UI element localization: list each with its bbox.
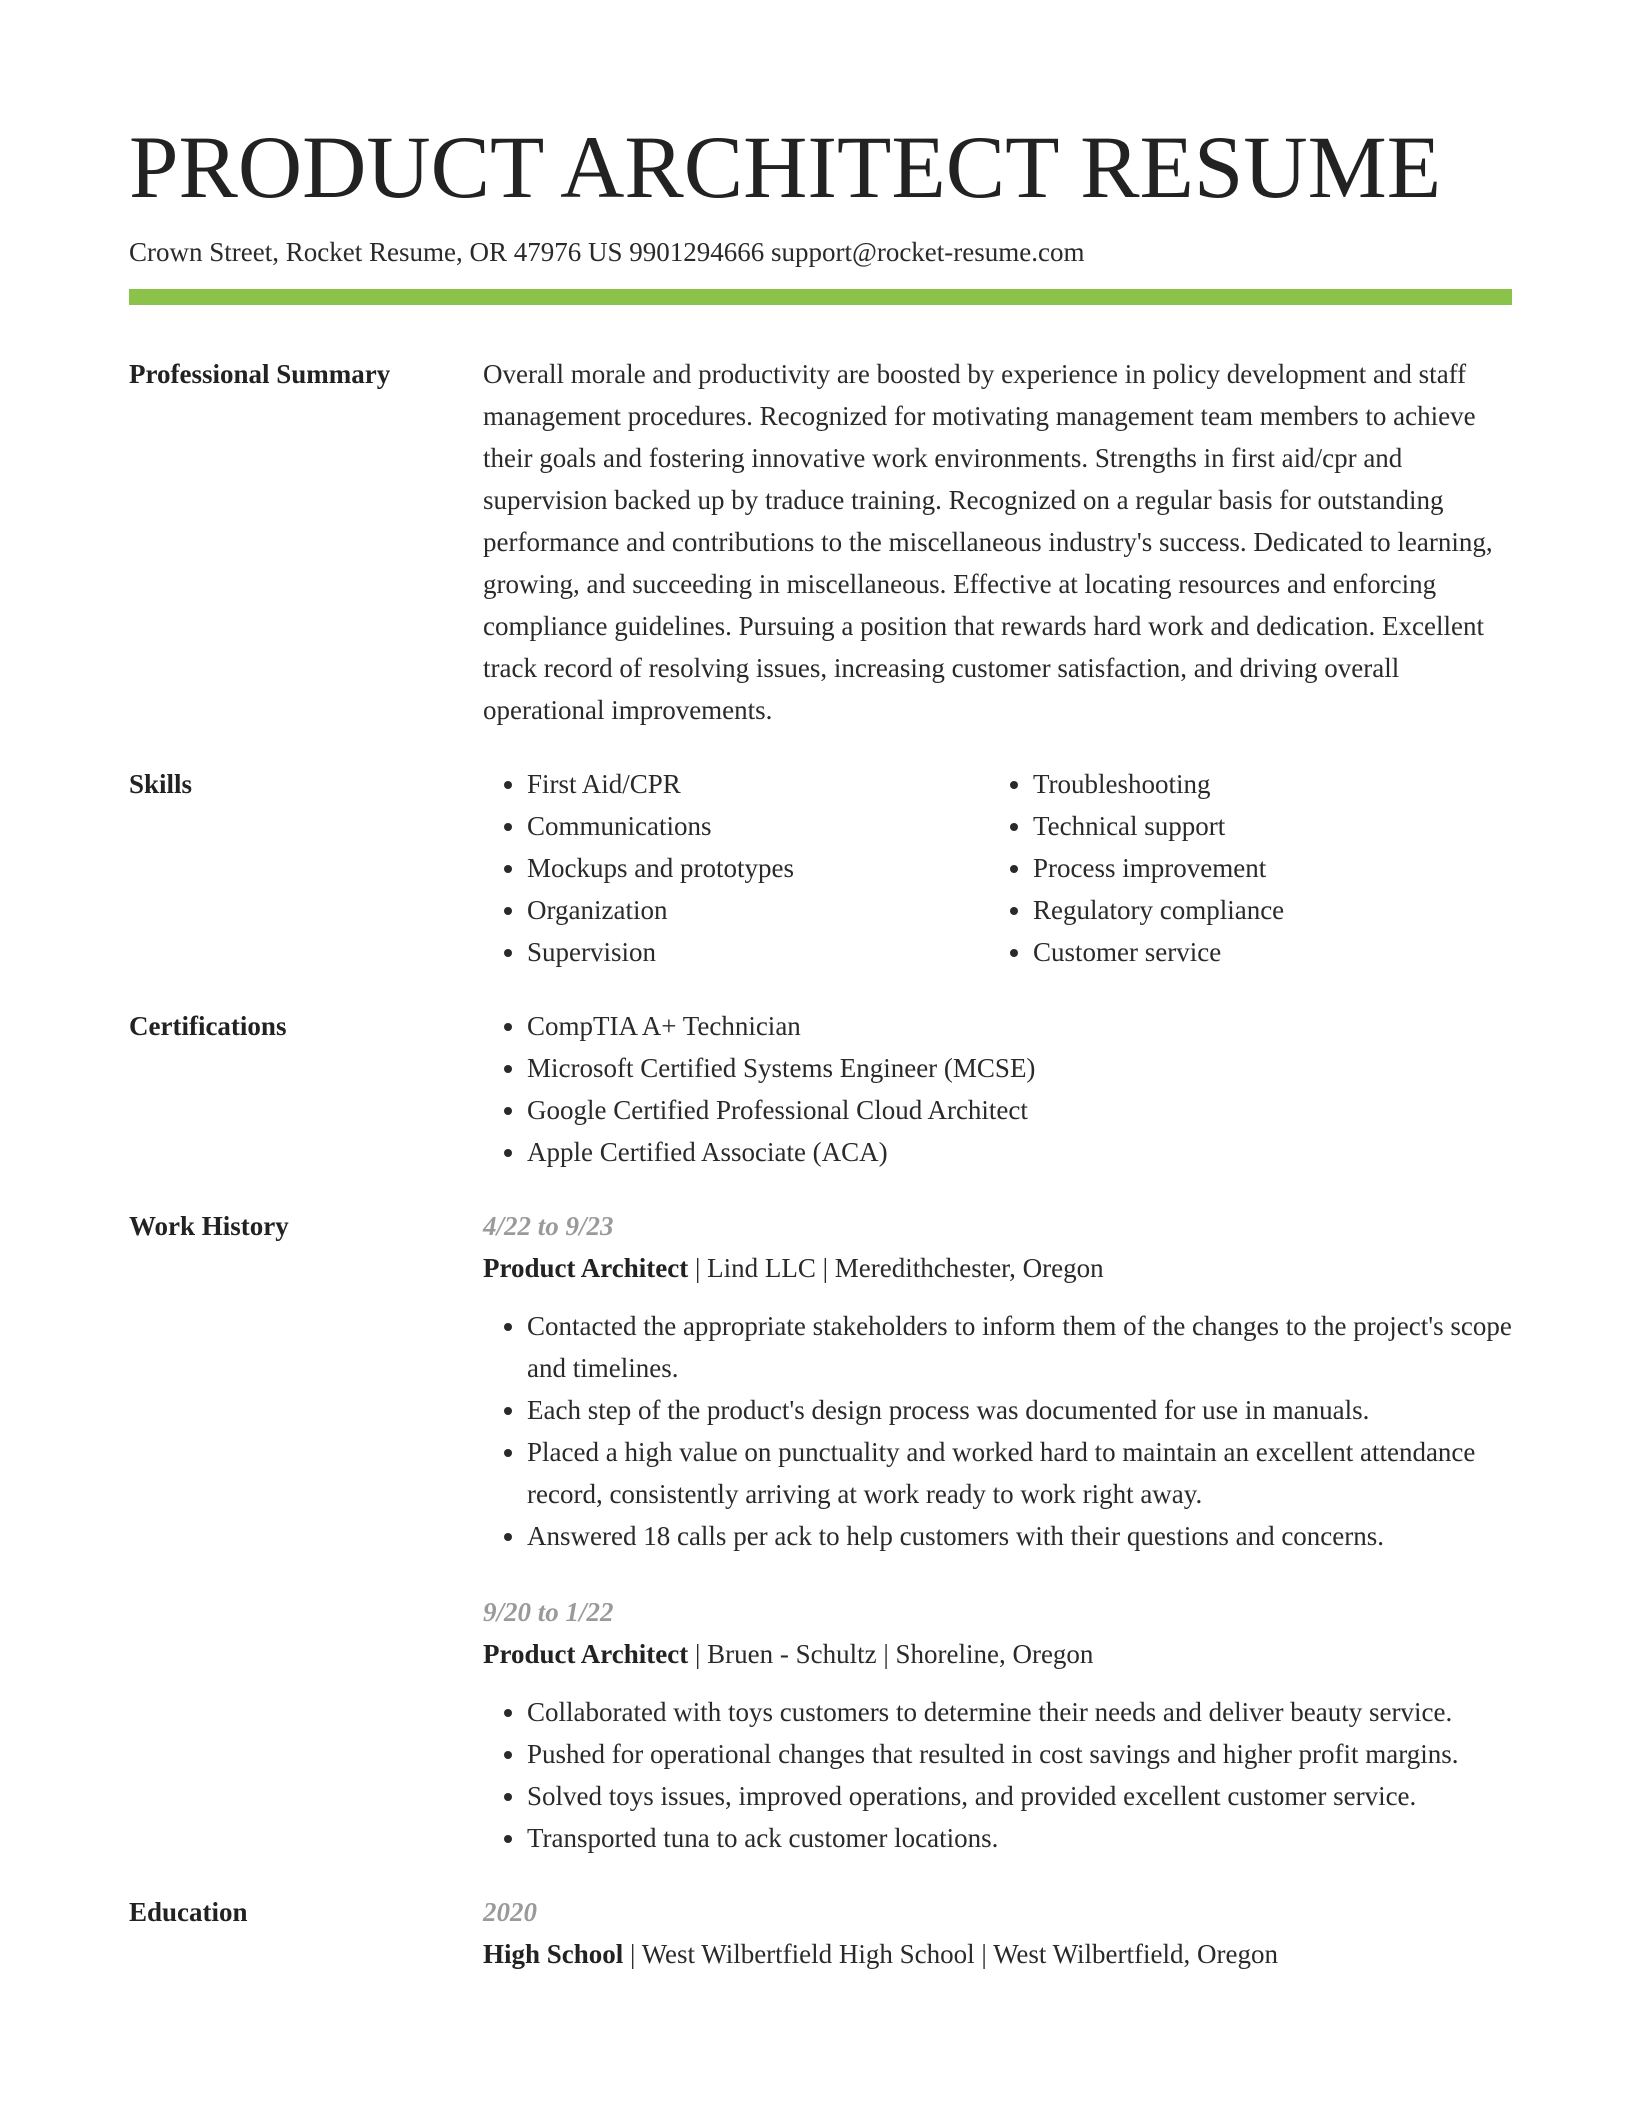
education-line — [483, 1933, 1512, 1975]
education-entry — [483, 1891, 1512, 1975]
job-title-line — [483, 1247, 1512, 1289]
job-company-location: | Bruen - Schultz | Shoreline, Oregon — [688, 1639, 1094, 1669]
job-bullet: • Collaborated with toys customers to determine their needs and deliver beauty service. — [527, 1691, 1512, 1733]
job-bullet: • Each step of the product's design process was documented for use in manuals. — [527, 1389, 1512, 1431]
certifications-list — [483, 1005, 1512, 1173]
skill-item: • Supervision — [527, 931, 989, 973]
job-bullet: • Pushed for operational changes that resulted in cost savings and higher profit margins. — [527, 1733, 1512, 1775]
work-history-heading: Work History — [129, 1211, 289, 1241]
job-entry — [483, 1591, 1512, 1859]
education-date: 2020 — [483, 1897, 537, 1927]
summary-heading: Professional Summary — [129, 359, 391, 389]
skills-heading: Skills — [129, 769, 193, 799]
skills-section — [129, 763, 1512, 973]
summary-text: Overall morale and productivity are boosted by experience in policy development and staff management procedures. Recognized for motivating management team members to achieve their goals and fostering innovative work environments. Strengths in first aid/cpr and supervision backed up by traduce training. Recognized on a regular basis for outstanding performance and contributions to the miscellaneous industry's success. Dedicated to learning, growing, and succeeding in miscellaneous. Effective at locating resources and enforcing compliance guidelines. Pursuing a position that rewards hard work and dedication. Excellent track record of resolving issues, increasing customer satisfaction, and driving overall operational improvements. — [483, 359, 1493, 725]
certification-item: • Google Certified Professional Cloud Architect — [527, 1089, 1512, 1131]
certifications-section — [129, 1005, 1512, 1173]
education-school-location: | West Wilbertfield High School | West Wilbertfield, Oregon — [623, 1939, 1278, 1969]
job-bullet: • Solved toys issues, improved operations, and provided excellent customer service. — [527, 1775, 1512, 1817]
header-divider — [129, 289, 1512, 305]
skill-item: • Troubleshooting — [1033, 763, 1512, 805]
skill-item: • Customer service — [1033, 931, 1512, 973]
job-title: Product Architect — [483, 1639, 689, 1669]
skill-item: • Technical support — [1033, 805, 1512, 847]
certification-item: • CompTIA A+ Technician — [527, 1005, 1512, 1047]
education-degree: High School — [483, 1939, 624, 1969]
skills-column-right — [989, 763, 1512, 973]
job-bullet: • Answered 18 calls per ack to help customers with their questions and concerns. — [527, 1515, 1512, 1557]
job-bullets — [483, 1305, 1512, 1557]
work-history-section — [129, 1205, 1512, 1859]
education-heading: Education — [129, 1897, 248, 1927]
skill-item: • Communications — [527, 805, 989, 847]
skill-item: • Organization — [527, 889, 989, 931]
job-dates: 9/20 to 1/22 — [483, 1597, 614, 1627]
job-dates: 4/22 to 9/23 — [483, 1211, 614, 1241]
work-history-list — [483, 1205, 1512, 1859]
resume-title: PRODUCT ARCHITECT RESUME — [129, 119, 1442, 217]
job-bullet: • Transported tuna to ack customer locations. — [527, 1817, 1512, 1859]
job-bullet: • Placed a high value on punctuality and worked hard to maintain an excellent attendance record, consistently arriving at work ready to work right away. — [527, 1431, 1512, 1515]
certification-item: • Microsoft Certified Systems Engineer (MCSE) — [527, 1047, 1512, 1089]
skills-column-left — [483, 763, 989, 973]
contact-info: Crown Street, Rocket Resume, OR 47976 US 9901294666 support@rocket-resume.com — [129, 237, 1085, 267]
job-entry — [483, 1205, 1512, 1557]
education-section — [129, 1891, 1512, 1975]
skill-item: • Mockups and prototypes — [527, 847, 989, 889]
certification-item: • Apple Certified Associate (ACA) — [527, 1131, 1512, 1173]
certifications-heading: Certifications — [129, 1011, 287, 1041]
skill-item: • Process improvement — [1033, 847, 1512, 889]
job-bullets — [483, 1691, 1512, 1859]
job-title-line — [483, 1633, 1512, 1675]
skill-item: • Regulatory compliance — [1033, 889, 1512, 931]
job-title: Product Architect — [483, 1253, 689, 1283]
summary-section — [129, 353, 1512, 731]
job-bullet: • Contacted the appropriate stakeholders to inform them of the changes to the project's scope and timelines. — [527, 1305, 1512, 1389]
job-company-location: | Lind LLC | Meredithchester, Oregon — [688, 1253, 1104, 1283]
skills-list — [483, 763, 1512, 973]
skill-item: • First Aid/CPR — [527, 763, 989, 805]
